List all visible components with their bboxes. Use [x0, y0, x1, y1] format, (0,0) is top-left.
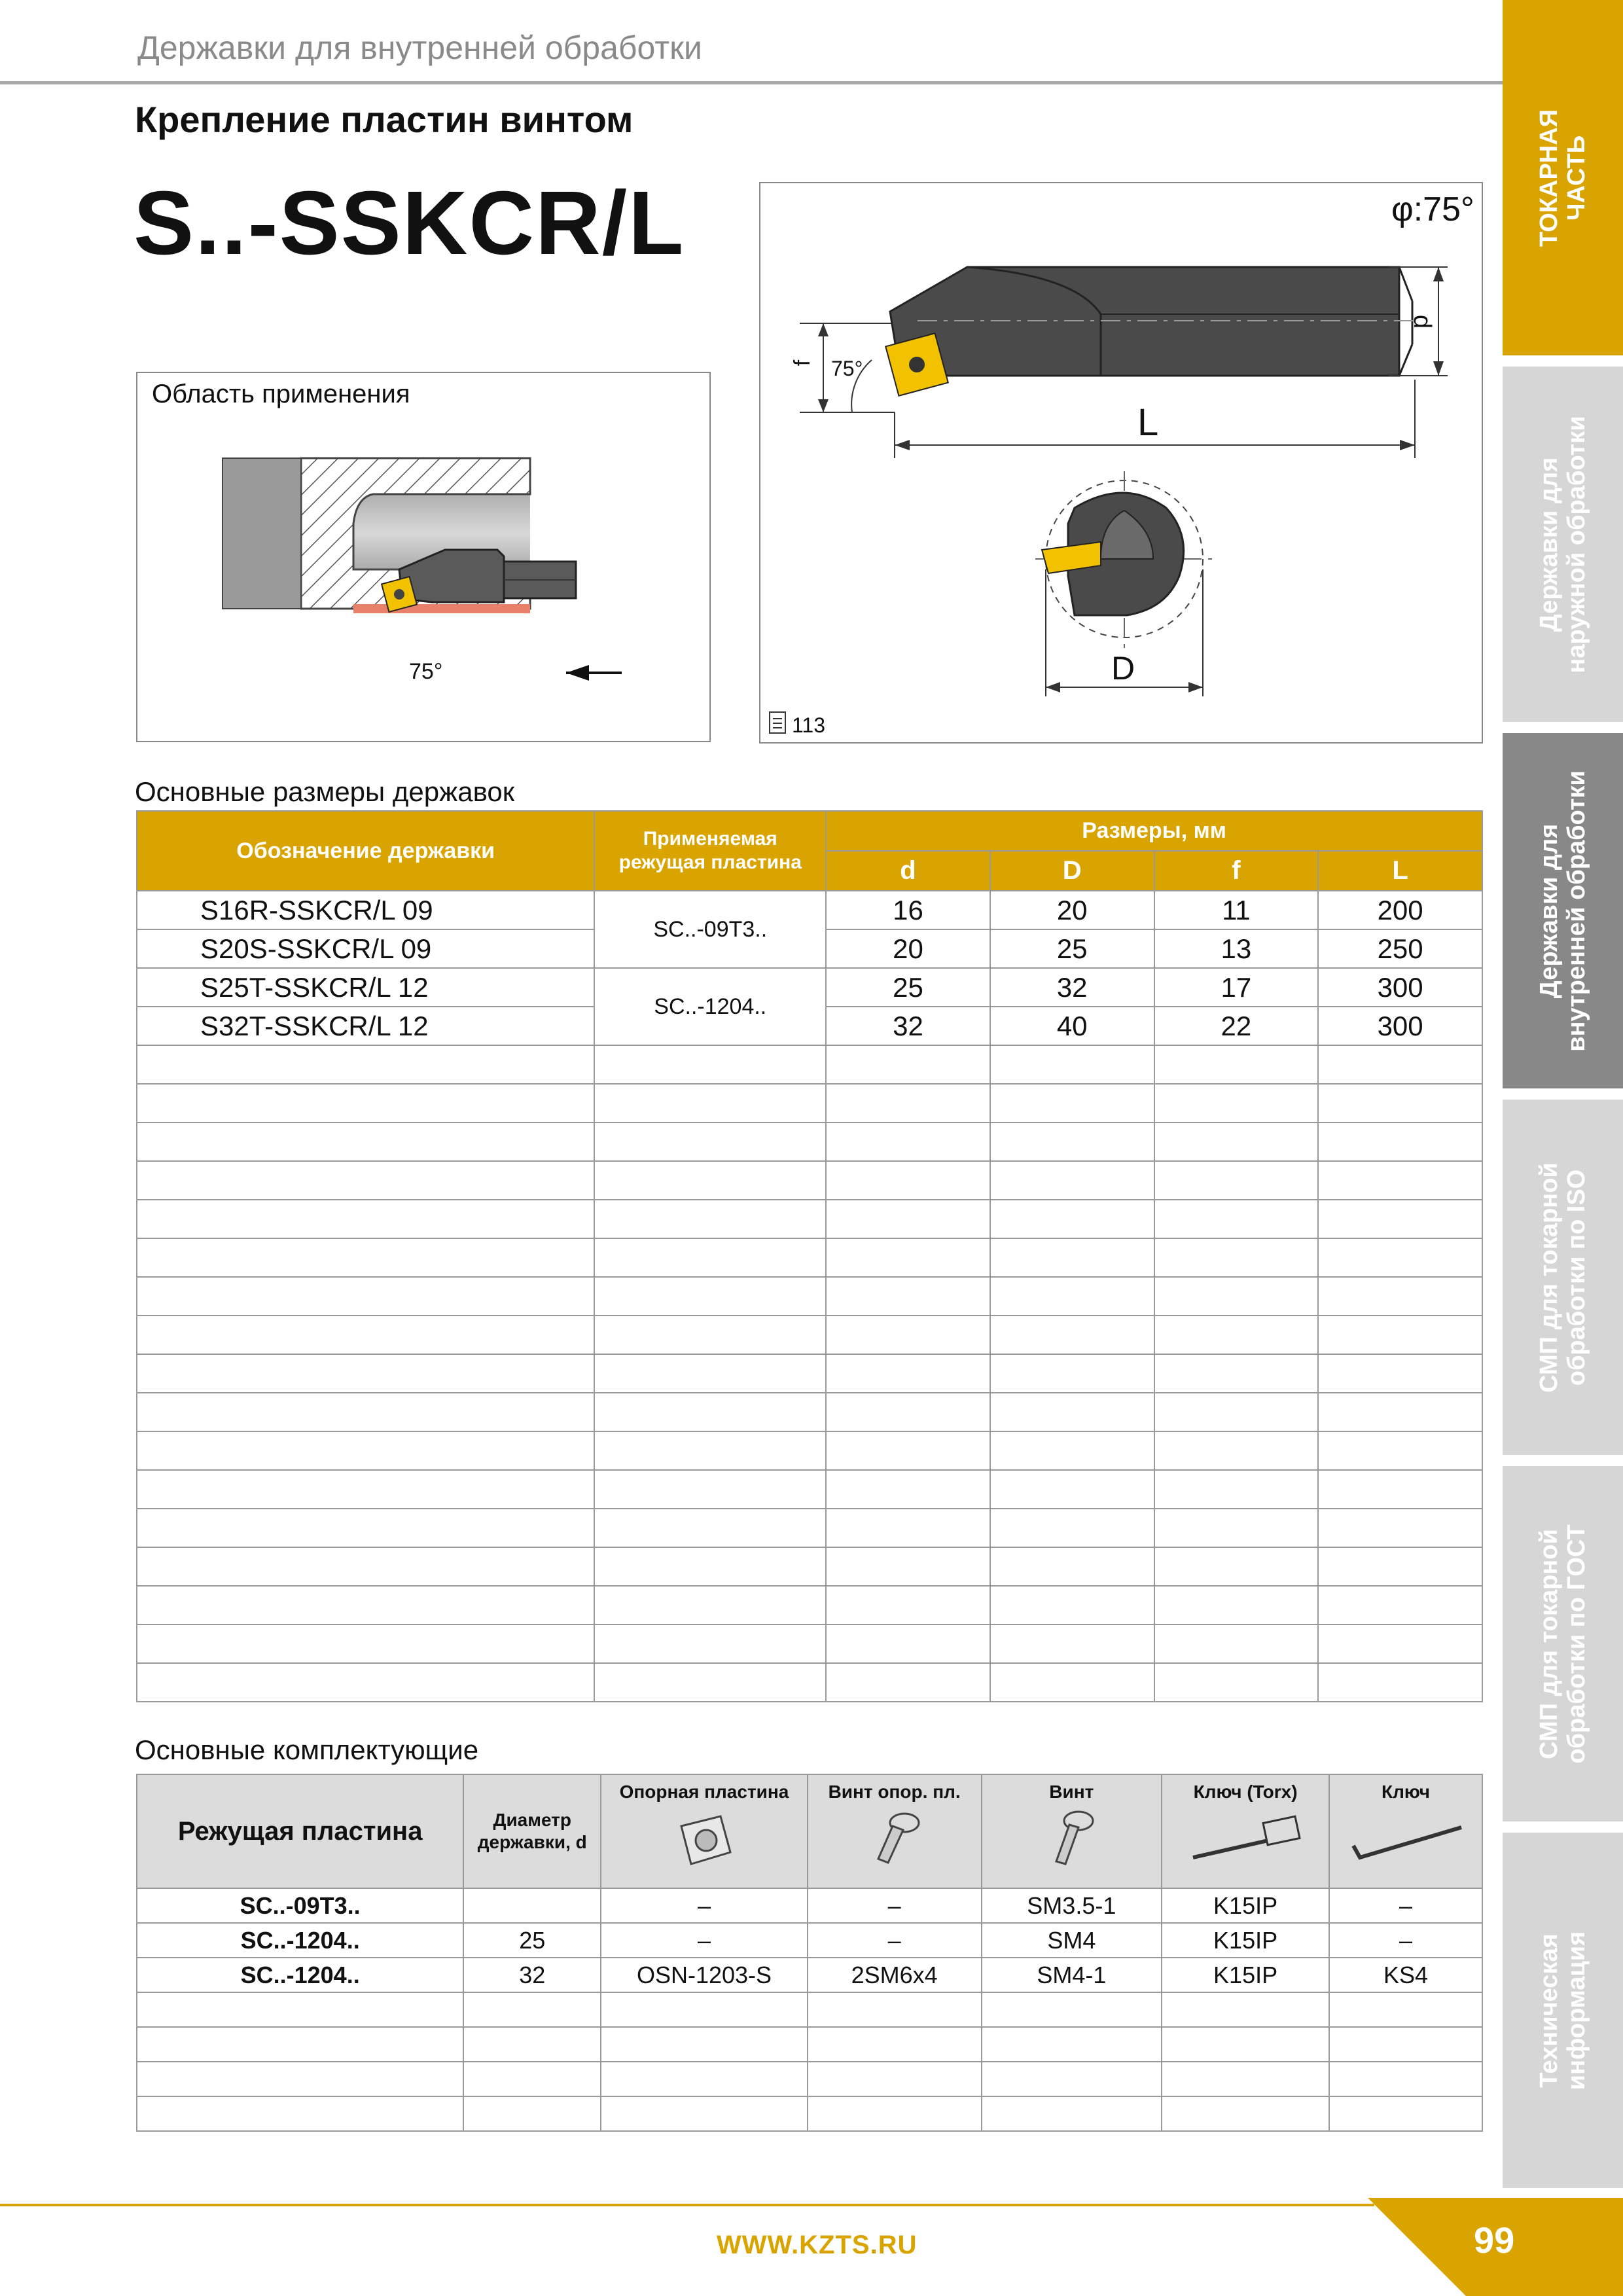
value-d: 16 [826, 891, 990, 929]
empty-cell [990, 1509, 1154, 1547]
header-key [1329, 1774, 1482, 1888]
empty-cell [1154, 1509, 1319, 1547]
header-holder-diameter [463, 1774, 601, 1888]
page-subtitle: Крепление пластин винтом [135, 99, 633, 140]
empty-cell [1318, 1509, 1482, 1547]
value-D: 20 [990, 891, 1154, 929]
main-table-caption: Основные размеры державок [135, 776, 515, 807]
table-row [137, 1923, 1482, 1958]
empty-cell [1318, 1161, 1482, 1200]
empty-cell [137, 2096, 463, 2131]
part-screw: SM4 [982, 1923, 1162, 1958]
header-holder-diameter-line1: Диаметр [493, 1810, 571, 1830]
shim-screw-icon [859, 1806, 931, 1872]
dim-L-label: L [1137, 401, 1159, 444]
empty-cell [982, 2096, 1162, 2131]
empty-cell [826, 1200, 990, 1238]
empty-cell [990, 1122, 1154, 1161]
tab-technical-info-line1: Техническая [1535, 1933, 1563, 2088]
value-D: 40 [990, 1007, 1154, 1045]
section-heading: Державки для внутренней обработки [137, 29, 702, 66]
empty-cell [826, 1238, 990, 1277]
empty-cell [1154, 1663, 1319, 1702]
empty-cell [826, 1393, 990, 1431]
empty-cell [601, 2062, 808, 2096]
value-L: 200 [1318, 891, 1482, 929]
empty-cell [594, 1200, 826, 1238]
value-d: 25 [826, 968, 990, 1007]
tab-turning-line2: ЧАСТЬ [1563, 135, 1590, 221]
empty-cell [1154, 1470, 1319, 1509]
footer-divider [0, 2204, 1374, 2206]
empty-cell [601, 1992, 808, 2027]
hex-key-icon [1340, 1806, 1471, 1872]
part-key: – [1329, 1923, 1482, 1958]
empty-cell [137, 1316, 594, 1354]
empty-cell [594, 1470, 826, 1509]
empty-cell [982, 2027, 1162, 2062]
tab-inserts-iso[interactable] [1503, 1100, 1623, 1455]
tab-external-holders[interactable] [1503, 367, 1623, 722]
empty-cell [1154, 1084, 1319, 1122]
empty-cell [1318, 1470, 1482, 1509]
empty-cell [1318, 1393, 1482, 1431]
page-title: S..-SSKCR/L [134, 173, 685, 274]
empty-cell [990, 1431, 1154, 1470]
empty-row [137, 1624, 1482, 1663]
value-f: 22 [1154, 1007, 1319, 1045]
empty-cell [1318, 1122, 1482, 1161]
empty-cell [808, 1992, 982, 2027]
dim-f-label: f [790, 359, 815, 367]
shim-icon [668, 1806, 740, 1872]
part-insert: SC..-1204.. [137, 1958, 463, 1992]
empty-cell [990, 1084, 1154, 1122]
tab-inserts-iso-line1: СМП для токарной [1535, 1162, 1563, 1393]
empty-cell [463, 2062, 601, 2096]
dimensions-table [136, 810, 1483, 1702]
value-f: 17 [1154, 968, 1319, 1007]
empty-cell [1318, 1084, 1482, 1122]
reference-page[interactable]: 113 [792, 713, 826, 737]
empty-cell [982, 1992, 1162, 2027]
empty-cell [594, 1547, 826, 1586]
empty-cell [594, 1393, 826, 1431]
empty-cell [137, 1045, 594, 1084]
header-f: f [1154, 851, 1319, 891]
empty-cell [1318, 1663, 1482, 1702]
application-angle: 75° [409, 659, 443, 684]
empty-cell [808, 2096, 982, 2131]
dim-angle-label: 75° [831, 357, 863, 380]
tab-technical-info-line2: информация [1563, 1931, 1590, 2090]
tab-inserts-gost-line1: СМП для токарной [1535, 1528, 1563, 1759]
holder-name: S20S-SSKCR/L 09 [137, 929, 594, 968]
header-d: d [826, 851, 990, 891]
empty-row [137, 1045, 1482, 1084]
empty-cell [594, 1161, 826, 1200]
empty-cell [137, 1431, 594, 1470]
empty-cell [594, 1122, 826, 1161]
empty-cell [1162, 2096, 1329, 2131]
tab-internal-holders[interactable] [1503, 733, 1623, 1088]
empty-row [137, 1431, 1482, 1470]
empty-cell [1318, 1586, 1482, 1624]
empty-cell [137, 1547, 594, 1586]
empty-cell [826, 1277, 990, 1316]
empty-row [137, 1470, 1482, 1509]
empty-row [137, 1509, 1482, 1547]
header-dimensions: Размеры, мм [826, 811, 1482, 851]
empty-row [137, 1200, 1482, 1238]
part-screw: SM3.5-1 [982, 1888, 1162, 1923]
empty-cell [990, 1624, 1154, 1663]
empty-cell [1318, 1277, 1482, 1316]
part-screw: SM4-1 [982, 1958, 1162, 1992]
value-f: 13 [1154, 929, 1319, 968]
part-diameter [463, 1888, 601, 1923]
tab-turning-line1: ТОКАРНАЯ [1535, 109, 1563, 247]
part-torx-key: K15IP [1162, 1888, 1329, 1923]
header-insert [594, 811, 826, 891]
empty-cell [1154, 1354, 1319, 1393]
dim-d-label: d [1408, 314, 1436, 329]
empty-cell [594, 1354, 826, 1393]
empty-cell [808, 2062, 982, 2096]
empty-cell [594, 1509, 826, 1547]
empty-row [137, 1316, 1482, 1354]
empty-cell [1162, 1992, 1329, 2027]
empty-cell [1154, 1161, 1319, 1200]
torx-key-icon [1180, 1806, 1311, 1872]
empty-rows [137, 1992, 1482, 2131]
empty-cell [463, 1992, 601, 2027]
empty-cell [990, 1586, 1154, 1624]
header-torx-key-label: Ключ (Torx) [1193, 1782, 1298, 1802]
part-insert: SC..-1204.. [137, 1923, 463, 1958]
empty-cell [137, 1161, 594, 1200]
tab-internal-holders-line1: Державки для [1535, 823, 1563, 998]
header-insert-line1: Применяемая [643, 828, 777, 850]
empty-cell [1154, 1586, 1319, 1624]
empty-row [137, 1122, 1482, 1161]
empty-cell [990, 1200, 1154, 1238]
header-shim-screw [808, 1774, 982, 1888]
empty-cell [990, 1161, 1154, 1200]
empty-cell [1162, 2027, 1329, 2062]
holder-name: S25T-SSKCR/L 12 [137, 968, 594, 1007]
empty-cell [594, 1045, 826, 1084]
tab-inserts-gost[interactable] [1503, 1466, 1623, 1821]
empty-cell [826, 1084, 990, 1122]
empty-cell [594, 1586, 826, 1624]
empty-cell [137, 1663, 594, 1702]
tab-technical-info[interactable] [1503, 1833, 1623, 2188]
header-insert-line2: режущая пластина [618, 852, 802, 873]
empty-cell [594, 1316, 826, 1354]
empty-cell [463, 2096, 601, 2131]
parts-table [136, 1774, 1483, 2132]
empty-cell [826, 1470, 990, 1509]
table-row [137, 1888, 1482, 1923]
holder-name: S32T-SSKCR/L 12 [137, 1007, 594, 1045]
empty-cell [1154, 1200, 1319, 1238]
page-number: 99 [1474, 2219, 1515, 2261]
value-L: 300 [1318, 1007, 1482, 1045]
empty-cell [594, 1624, 826, 1663]
empty-cell [1318, 1624, 1482, 1663]
empty-cell [594, 1431, 826, 1470]
empty-cell [1154, 1547, 1319, 1586]
empty-cell [594, 1277, 826, 1316]
header-torx-key [1162, 1774, 1329, 1888]
insert-group: SC..-1204.. [594, 968, 826, 1045]
value-d: 20 [826, 929, 990, 968]
empty-cell [826, 1624, 990, 1663]
empty-cell [990, 1547, 1154, 1586]
empty-cell [826, 1122, 990, 1161]
tab-inserts-iso-line2: обработки по ISO [1563, 1169, 1590, 1386]
empty-row [137, 2096, 1482, 2131]
header-screw-label: Винт [1049, 1782, 1094, 1802]
empty-cell [137, 1200, 594, 1238]
empty-cell [826, 1316, 990, 1354]
empty-row [137, 1084, 1482, 1122]
empty-cell [826, 1547, 990, 1586]
header-shim [601, 1774, 808, 1888]
empty-cell [826, 1586, 990, 1624]
empty-row [137, 1547, 1482, 1586]
empty-row [137, 1354, 1482, 1393]
tab-inserts-gost-line2: обработки по ГОСТ [1563, 1524, 1590, 1764]
empty-cell [1154, 1393, 1319, 1431]
empty-cell [1318, 1354, 1482, 1393]
empty-cell [594, 1663, 826, 1702]
tab-external-holders-line1: Державки для [1535, 457, 1563, 632]
empty-row [137, 2027, 1482, 2062]
empty-cell [990, 1238, 1154, 1277]
empty-cell [137, 1122, 594, 1161]
empty-cell [1318, 1431, 1482, 1470]
empty-row [137, 1393, 1482, 1431]
tab-external-holders-line2: наружной обработки [1563, 415, 1590, 673]
empty-cell [990, 1045, 1154, 1084]
empty-rows [137, 1045, 1482, 1702]
part-insert: SC..-09T3.. [137, 1888, 463, 1923]
empty-cell [990, 1354, 1154, 1393]
part-shim: – [601, 1923, 808, 1958]
empty-cell [1154, 1122, 1319, 1161]
dim-D-label: D [1111, 650, 1135, 687]
empty-cell [1329, 1992, 1482, 2027]
empty-cell [826, 1045, 990, 1084]
table-row [137, 891, 1482, 929]
angle-label: φ:75° [1391, 190, 1474, 228]
empty-cell [826, 1431, 990, 1470]
empty-cell [808, 2027, 982, 2062]
empty-cell [137, 1992, 463, 2027]
header-L: L [1318, 851, 1482, 891]
part-shim: OSN-1203-S [601, 1958, 808, 1992]
part-torx-key: K15IP [1162, 1923, 1329, 1958]
header-shim-label: Опорная пластина [619, 1782, 789, 1802]
empty-cell [1154, 1431, 1319, 1470]
empty-cell [1154, 1316, 1319, 1354]
header-screw [982, 1774, 1162, 1888]
empty-cell [826, 1509, 990, 1547]
empty-cell [601, 2027, 808, 2062]
value-d: 32 [826, 1007, 990, 1045]
empty-cell [1154, 1238, 1319, 1277]
empty-cell [137, 1509, 594, 1547]
empty-cell [826, 1161, 990, 1200]
empty-cell [990, 1470, 1154, 1509]
empty-cell [990, 1316, 1154, 1354]
holder-name: S16R-SSKCR/L 09 [137, 891, 594, 929]
part-shim-screw: 2SM6x4 [808, 1958, 982, 1992]
header-holder-diameter-line2: державки, d [477, 1832, 587, 1852]
empty-row [137, 1161, 1482, 1200]
tab-turning[interactable] [1503, 0, 1623, 355]
table-row [137, 968, 1482, 1007]
value-L: 250 [1318, 929, 1482, 968]
header-cutting-insert: Режущая пластина [137, 1774, 463, 1888]
part-torx-key: K15IP [1162, 1958, 1329, 1992]
empty-row [137, 1663, 1482, 1702]
value-L: 300 [1318, 968, 1482, 1007]
part-shim-screw: – [808, 1923, 982, 1958]
header-shim-screw-label: Винт опор. пл. [828, 1782, 961, 1802]
empty-cell [137, 1084, 594, 1122]
insert-group: SC..-09T3.. [594, 891, 826, 968]
value-D: 32 [990, 968, 1154, 1007]
empty-row [137, 2062, 1482, 2096]
empty-cell [137, 2062, 463, 2096]
empty-cell [137, 1586, 594, 1624]
application-panel [136, 372, 711, 742]
empty-cell [1162, 2062, 1329, 2096]
empty-row [137, 1992, 1482, 2027]
part-diameter: 25 [463, 1923, 601, 1958]
empty-cell [1154, 1277, 1319, 1316]
empty-cell [990, 1393, 1154, 1431]
empty-cell [137, 2027, 463, 2062]
empty-row [137, 1238, 1482, 1277]
part-key: KS4 [1329, 1958, 1482, 1992]
empty-cell [137, 1238, 594, 1277]
empty-cell [1329, 2096, 1482, 2131]
part-key: – [1329, 1888, 1482, 1923]
empty-cell [1318, 1045, 1482, 1084]
value-D: 25 [990, 929, 1154, 968]
value-f: 11 [1154, 891, 1319, 929]
empty-cell [982, 2062, 1162, 2096]
header-divider [0, 81, 1503, 84]
header-holder-designation: Обозначение державки [137, 811, 594, 891]
empty-cell [137, 1354, 594, 1393]
empty-cell [601, 2096, 808, 2131]
footer-link[interactable]: WWW.KZTS.RU [717, 2231, 918, 2259]
empty-cell [1318, 1200, 1482, 1238]
empty-cell [1318, 1238, 1482, 1277]
document-icon [768, 711, 787, 738]
empty-cell [137, 1624, 594, 1663]
empty-cell [990, 1277, 1154, 1316]
parts-table-caption: Основные комплектующие [135, 1734, 479, 1765]
header-D: D [990, 851, 1154, 891]
application-illustration [137, 373, 712, 744]
header-key-label: Ключ [1382, 1782, 1430, 1802]
empty-row [137, 1277, 1482, 1316]
part-shim-screw: – [808, 1888, 982, 1923]
empty-cell [1329, 2062, 1482, 2096]
empty-cell [1318, 1547, 1482, 1586]
empty-cell [137, 1470, 594, 1509]
screw-icon [1035, 1806, 1107, 1872]
empty-cell [594, 1238, 826, 1277]
empty-cell [137, 1277, 594, 1316]
empty-cell [1318, 1316, 1482, 1354]
application-title: Область применения [152, 380, 410, 408]
table-row [137, 1958, 1482, 1992]
part-shim: – [601, 1888, 808, 1923]
empty-cell [1154, 1624, 1319, 1663]
empty-cell [137, 1393, 594, 1431]
empty-cell [826, 1663, 990, 1702]
empty-cell [1329, 2027, 1482, 2062]
drawing-panel [759, 182, 1483, 744]
part-diameter: 32 [463, 1958, 601, 1992]
empty-row [137, 1586, 1482, 1624]
empty-cell [826, 1354, 990, 1393]
empty-cell [1154, 1045, 1319, 1084]
tab-internal-holders-line2: внутренней обработки [1563, 770, 1590, 1052]
empty-cell [594, 1084, 826, 1122]
empty-cell [463, 2027, 601, 2062]
empty-cell [990, 1663, 1154, 1702]
